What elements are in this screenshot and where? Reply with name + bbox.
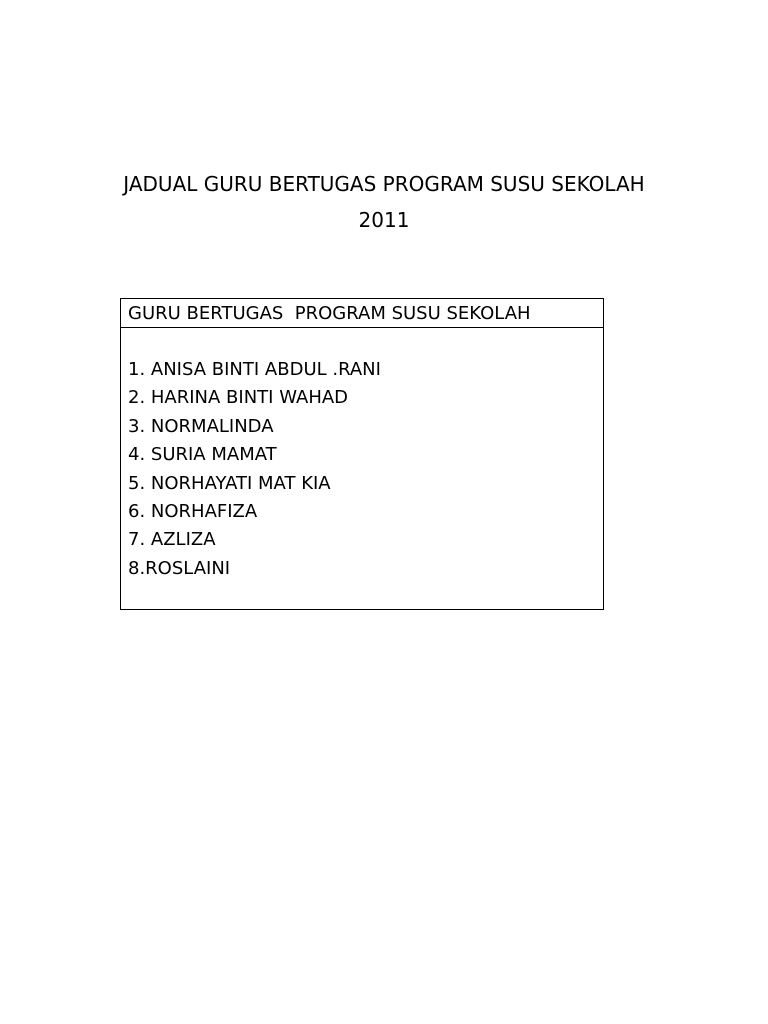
teacher-list <box>121 328 603 583</box>
table-header: GURU BERTUGAS PROGRAM SUSU SEKOLAH <box>121 299 603 328</box>
list-item: 8.ROSLAINI <box>128 557 231 579</box>
document-title <box>0 166 768 238</box>
list-item: 2. HARINA BINTI WAHAD <box>128 387 349 409</box>
list-item: 1. ANISA BINTI ABDUL .RANI <box>128 359 381 380</box>
list-item: 6. NORHAFIZA <box>128 501 258 523</box>
title-line-2: 2011 <box>358 208 410 232</box>
duty-teacher-table <box>120 298 604 610</box>
title-line-1: JADUAL GURU BERTUGAS PROGRAM SUSU SEKOLAH <box>123 172 645 196</box>
list-item: 4. SURIA MAMAT <box>128 444 277 466</box>
list-item: 7. AZLIZA <box>128 529 216 551</box>
list-item: 5. NORHAYATI MAT KIA <box>128 472 331 494</box>
list-item: 3. NORMALINDA <box>128 415 274 437</box>
